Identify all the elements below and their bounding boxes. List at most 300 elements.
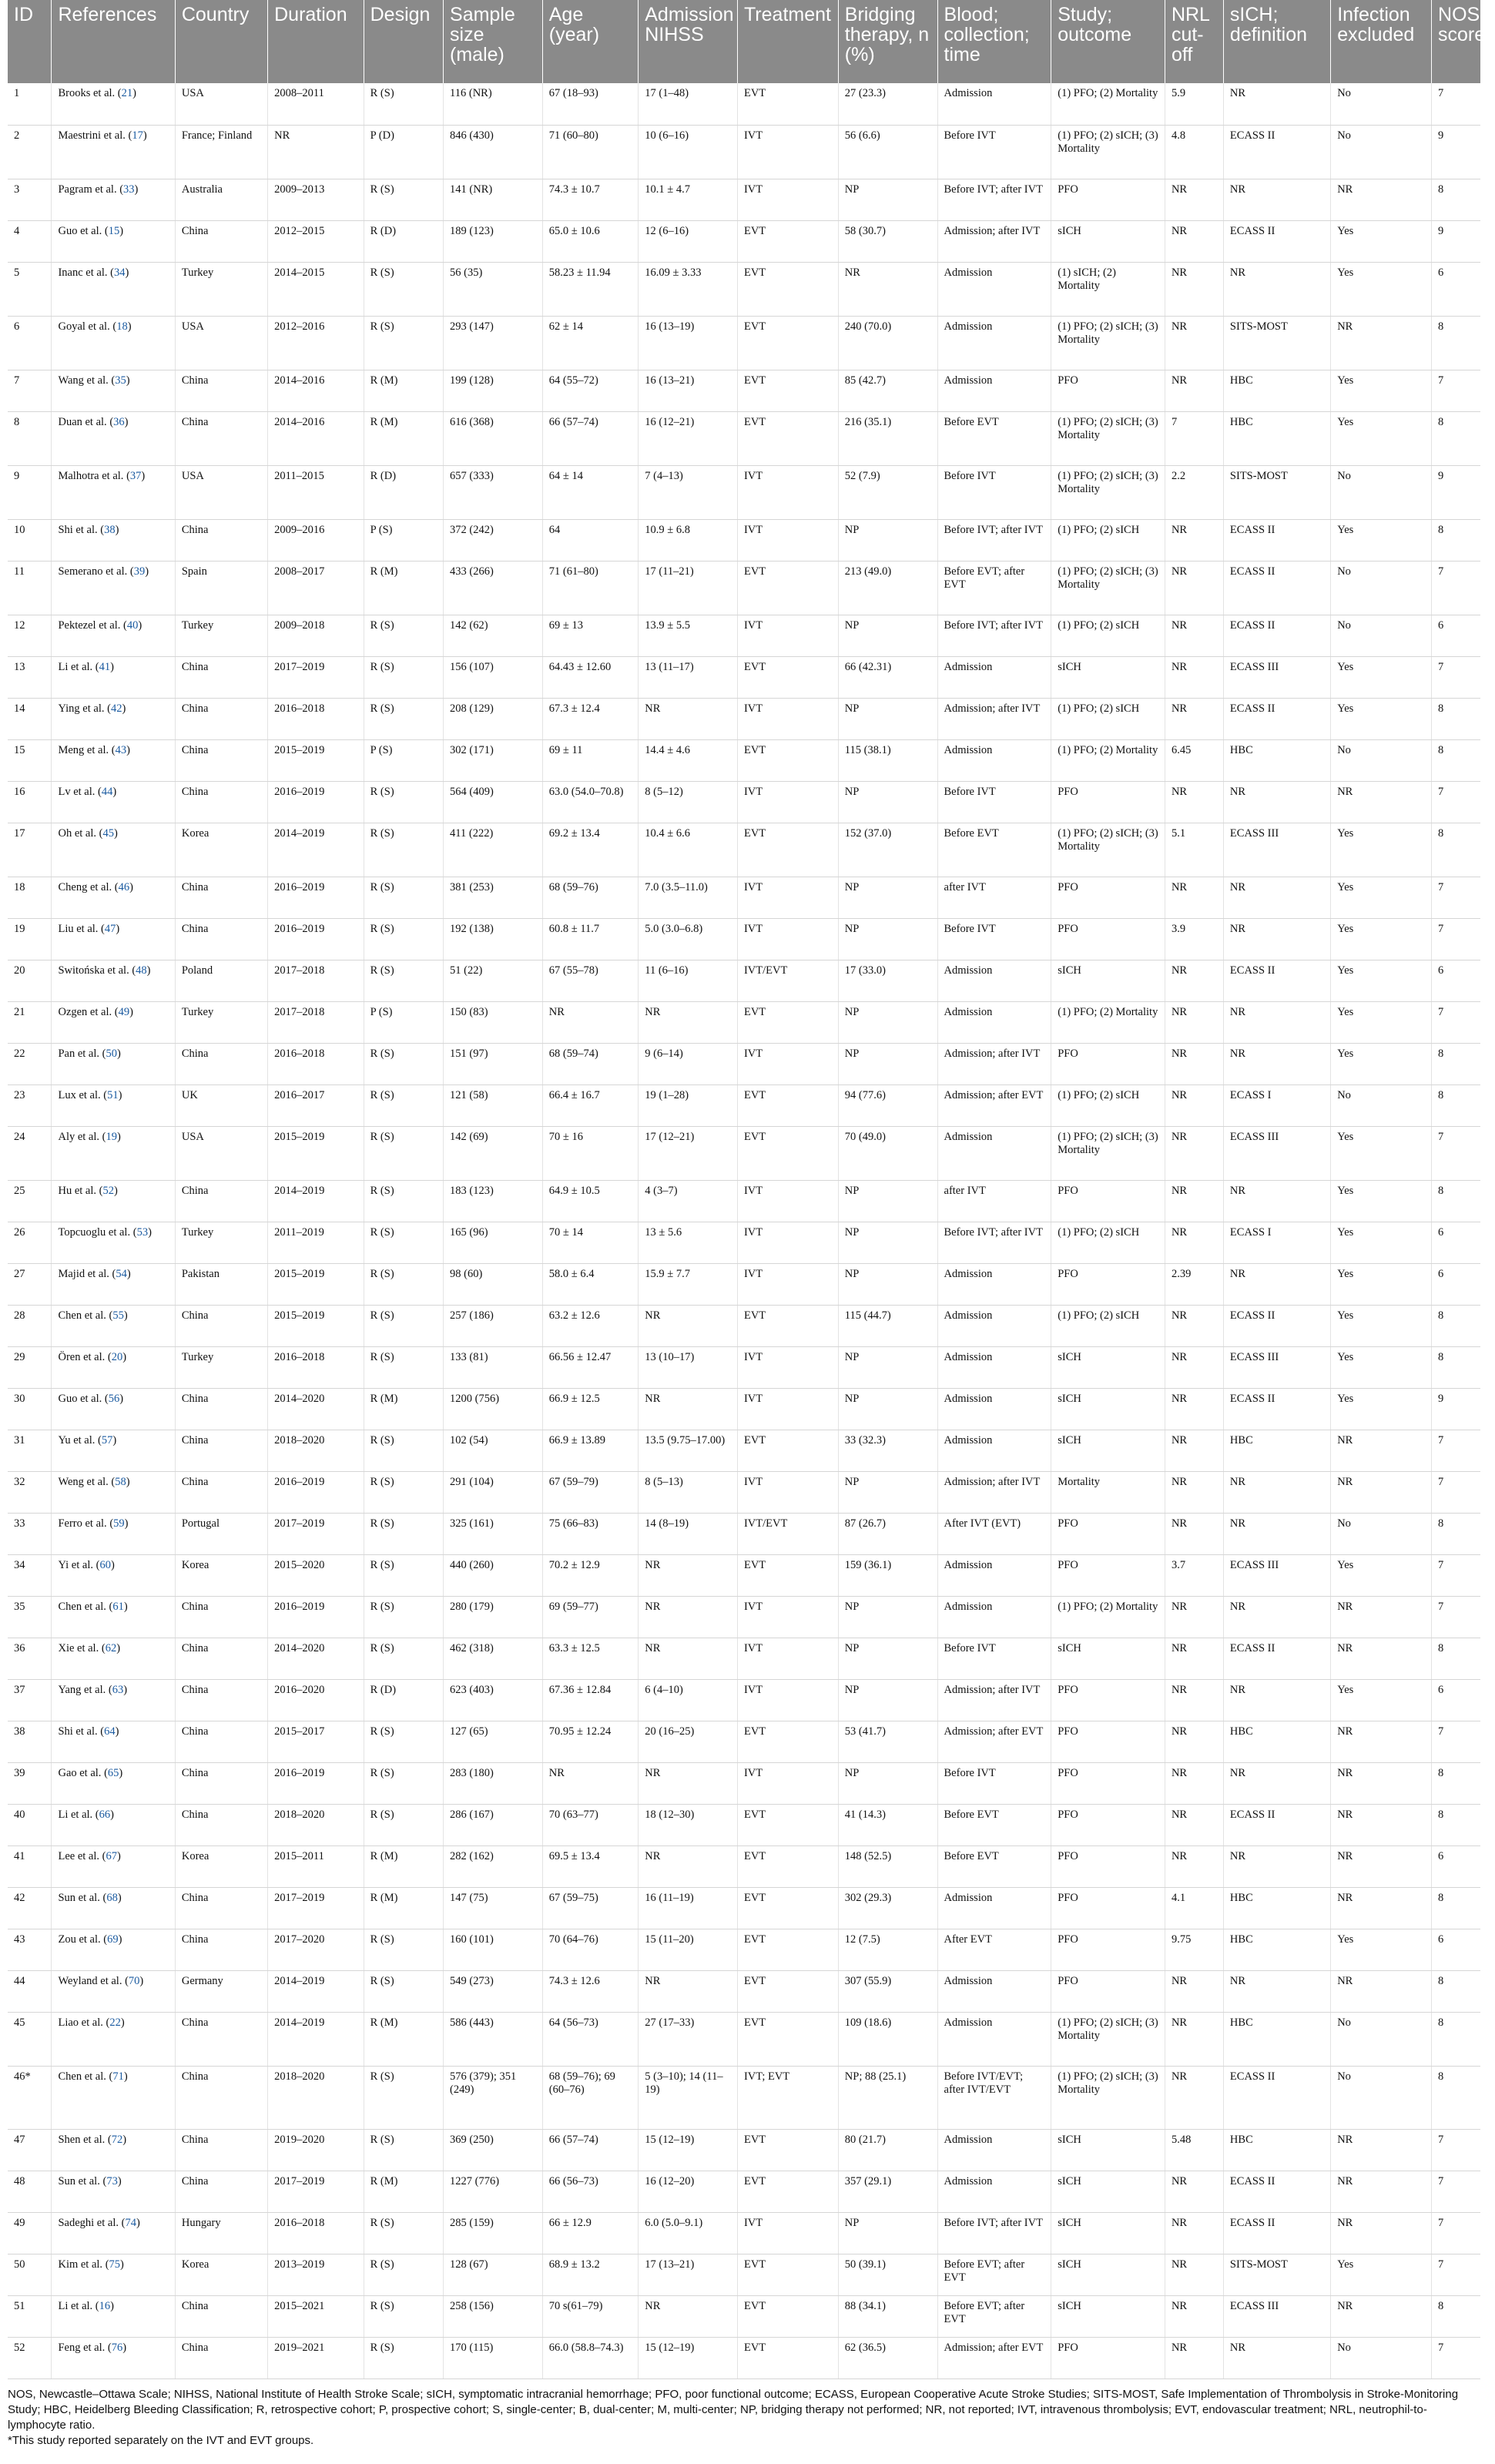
- sich-definition-cell: SITS-MOST: [1223, 316, 1330, 370]
- citation-link[interactable]: 65: [107, 1766, 119, 1779]
- country-cell: China: [175, 1596, 267, 1638]
- header-row: [8, 0, 1480, 83]
- citation-link[interactable]: 71: [112, 2070, 124, 2083]
- nihss-cell: 10.1 ± 4.7: [639, 179, 738, 220]
- citation-link[interactable]: 41: [99, 660, 111, 673]
- citation-link[interactable]: 46: [118, 880, 130, 893]
- duration-cell: 2016–2020: [268, 1679, 364, 1721]
- outcome-cell: sICH: [1051, 2212, 1165, 2254]
- age-cell: 66.56 ± 12.47: [542, 1346, 639, 1388]
- infection-excluded-cell: Yes: [1331, 1554, 1432, 1596]
- citation-link[interactable]: 20: [111, 1350, 123, 1363]
- age-cell: 70.2 ± 12.9: [542, 1554, 639, 1596]
- blood-collection-cell: Admission: [937, 316, 1051, 370]
- citation-link[interactable]: 57: [101, 1433, 113, 1447]
- infection-excluded-cell: No: [1331, 2012, 1432, 2066]
- blood-collection-cell: After EVT: [937, 1929, 1051, 1970]
- blood-collection-cell: Admission: [937, 1887, 1051, 1929]
- citation-link[interactable]: 56: [108, 1392, 120, 1405]
- reference-cell: Chen et al. (55): [52, 1305, 175, 1346]
- citation-link[interactable]: 21: [121, 87, 133, 99]
- id-cell: 42: [8, 1887, 52, 1929]
- design-cell: R (S): [364, 1804, 443, 1845]
- treatment-cell: EVT: [737, 561, 838, 615]
- reference-cell: Pagram et al. (33): [52, 179, 175, 220]
- duration-cell: 2016–2018: [268, 698, 364, 739]
- citation-link[interactable]: 54: [116, 1267, 127, 1280]
- sich-definition-cell: NR: [1223, 1845, 1330, 1887]
- sample-size-cell: 462 (318): [444, 1638, 543, 1679]
- id-cell: 11: [8, 561, 52, 615]
- citation-link[interactable]: 75: [109, 2258, 121, 2271]
- citation-link[interactable]: 48: [136, 964, 147, 977]
- nrl-cutoff-cell: 4.8: [1165, 125, 1223, 179]
- citation-link[interactable]: 18: [116, 320, 128, 333]
- sample-size-cell: 440 (260): [444, 1554, 543, 1596]
- treatment-cell: IVT: [737, 465, 838, 519]
- id-cell: 38: [8, 1721, 52, 1762]
- citation-link[interactable]: 38: [104, 523, 116, 536]
- duration-cell: 2015–2011: [268, 1845, 364, 1887]
- infection-excluded-cell: NR: [1331, 2212, 1432, 2254]
- citation-link[interactable]: 39: [133, 565, 146, 578]
- citation-link[interactable]: 66: [99, 1808, 111, 1821]
- country-cell: Turkey: [175, 1222, 267, 1263]
- age-cell: 58.0 ± 6.4: [542, 1263, 639, 1305]
- id-cell: 41: [8, 1845, 52, 1887]
- age-cell: 66 (56–73): [542, 2171, 639, 2212]
- citation-link[interactable]: 15: [108, 224, 120, 237]
- duration-cell: 2011–2015: [268, 465, 364, 519]
- bridging-cell: 240 (70.0): [838, 316, 937, 370]
- design-cell: R (S): [364, 1305, 443, 1346]
- table-footnote: [8, 2387, 1471, 2449]
- nihss-cell: 15 (11–20): [639, 1929, 738, 1970]
- bridging-cell: NP: [838, 1346, 937, 1388]
- reference-name: Kim et al.: [58, 2258, 103, 2271]
- citation-link[interactable]: 19: [106, 1130, 117, 1143]
- id-cell: 40: [8, 1804, 52, 1845]
- reference-cell: Liao et al. (22): [52, 2012, 175, 2066]
- infection-excluded-cell: NR: [1331, 1845, 1432, 1887]
- treatment-cell: IVT/EVT: [737, 1513, 838, 1554]
- citation-link[interactable]: 61: [112, 1600, 124, 1613]
- citation-link[interactable]: 51: [107, 1088, 119, 1101]
- reference-name: Ying et al.: [58, 702, 105, 715]
- age-cell: 64 ± 14: [542, 465, 639, 519]
- age-cell: 64: [542, 519, 639, 561]
- table-row: [8, 1043, 1480, 1084]
- nrl-cutoff-cell: 6.45: [1165, 739, 1223, 781]
- reference-cell: Feng et al. (76): [52, 2337, 175, 2379]
- id-cell: 14: [8, 698, 52, 739]
- nihss-cell: NR: [639, 1638, 738, 1679]
- citation-link[interactable]: 35: [115, 374, 126, 387]
- sich-definition-cell: HBC: [1223, 411, 1330, 465]
- citation-link[interactable]: 64: [104, 1725, 116, 1738]
- treatment-cell: IVT: [737, 1180, 838, 1222]
- sample-size-cell: 302 (171): [444, 739, 543, 781]
- nihss-cell: NR: [639, 1001, 738, 1043]
- table-container: [8, 0, 1495, 2449]
- design-cell: R (D): [364, 465, 443, 519]
- nihss-cell: 13.5 (9.75–17.00): [639, 1430, 738, 1471]
- design-cell: R (S): [364, 2066, 443, 2129]
- design-cell: R (S): [364, 316, 443, 370]
- reference-cell: Oh et al. (45): [52, 823, 175, 877]
- sich-definition-cell: NR: [1223, 1471, 1330, 1513]
- sample-size-cell: 189 (123): [444, 220, 543, 262]
- citation-link[interactable]: 50: [106, 1047, 117, 1060]
- asterisk-note: *This study reported separately on the IVT and EVT groups.: [8, 2433, 314, 2447]
- table-row: [8, 1180, 1480, 1222]
- duration-cell: NR: [268, 125, 364, 179]
- citation-link[interactable]: 52: [102, 1184, 114, 1197]
- reference-cell: Semerano et al. (39): [52, 561, 175, 615]
- country-cell: Australia: [175, 179, 267, 220]
- reference-cell: Maestrini et al. (17): [52, 125, 175, 179]
- nrl-cutoff-cell: NR: [1165, 781, 1223, 823]
- country-cell: Poland: [175, 960, 267, 1001]
- bridging-cell: NP: [838, 1001, 937, 1043]
- reference-cell: Yu et al. (57): [52, 1430, 175, 1471]
- id-cell: 24: [8, 1126, 52, 1180]
- id-cell: 19: [8, 918, 52, 960]
- infection-excluded-cell: NR: [1331, 2295, 1432, 2337]
- age-cell: 69 (59–77): [542, 1596, 639, 1638]
- nos-score-cell: 7: [1432, 2129, 1480, 2171]
- id-cell: 46*: [8, 2066, 52, 2129]
- id-cell: 1: [8, 83, 52, 125]
- id-cell: 52: [8, 2337, 52, 2379]
- citation-link[interactable]: 45: [102, 826, 114, 840]
- bridging-cell: 12 (7.5): [838, 1929, 937, 1970]
- citation-link[interactable]: 68: [106, 1891, 118, 1904]
- duration-cell: 2014–2020: [268, 1388, 364, 1430]
- nrl-cutoff-cell: NR: [1165, 2066, 1223, 2129]
- id-cell: 8: [8, 411, 52, 465]
- nihss-cell: 5 (3–10); 14 (11–19): [639, 2066, 738, 2129]
- nrl-cutoff-cell: NR: [1165, 1845, 1223, 1887]
- citation-link[interactable]: 60: [99, 1558, 111, 1571]
- design-cell: R (S): [364, 262, 443, 316]
- sample-size-cell: 433 (266): [444, 561, 543, 615]
- id-cell: 25: [8, 1180, 52, 1222]
- reference-cell: Zou et al. (69): [52, 1929, 175, 1970]
- id-cell: 7: [8, 370, 52, 411]
- sich-definition-cell: ECASS III: [1223, 1346, 1330, 1388]
- citation-link[interactable]: 49: [118, 1005, 130, 1018]
- blood-collection-cell: Admission: [937, 83, 1051, 125]
- sich-definition-cell: ECASS II: [1223, 698, 1330, 739]
- id-cell: 16: [8, 781, 52, 823]
- citation-link[interactable]: 74: [125, 2216, 136, 2229]
- blood-collection-cell: Before IVT: [937, 125, 1051, 179]
- nrl-cutoff-cell: NR: [1165, 1222, 1223, 1263]
- infection-excluded-cell: No: [1331, 561, 1432, 615]
- citation-link[interactable]: 43: [115, 743, 127, 756]
- treatment-cell: EVT: [737, 83, 838, 125]
- reference-name: Pagram et al.: [58, 183, 117, 196]
- id-cell: 51: [8, 2295, 52, 2337]
- design-cell: R (S): [364, 960, 443, 1001]
- citation-link[interactable]: 42: [110, 702, 122, 715]
- id-cell: 12: [8, 615, 52, 656]
- id-cell: 2: [8, 125, 52, 179]
- nos-score-cell: 8: [1432, 1804, 1480, 1845]
- country-cell: Portugal: [175, 1513, 267, 1554]
- design-cell: R (M): [364, 2012, 443, 2066]
- bridging-cell: 94 (77.6): [838, 1084, 937, 1126]
- nos-score-cell: 8: [1432, 1762, 1480, 1804]
- reference-name: Meng et al.: [58, 743, 109, 756]
- blood-collection-cell: Admission: [937, 2171, 1051, 2212]
- citation-link[interactable]: 47: [104, 922, 116, 935]
- bridging-cell: 302 (29.3): [838, 1887, 937, 1929]
- table-row: [8, 83, 1480, 125]
- country-cell: China: [175, 519, 267, 561]
- bridging-cell: NP: [838, 1388, 937, 1430]
- nos-score-cell: 9: [1432, 1388, 1480, 1430]
- duration-cell: 2019–2021: [268, 2337, 364, 2379]
- nos-score-cell: 8: [1432, 1305, 1480, 1346]
- sample-size-cell: 170 (115): [444, 2337, 543, 2379]
- citation-link[interactable]: 70: [128, 1974, 140, 1987]
- bridging-cell: NP: [838, 918, 937, 960]
- outcome-cell: PFO: [1051, 918, 1165, 960]
- citation-link[interactable]: 73: [106, 2174, 118, 2187]
- reference-name: Goyal et al.: [58, 320, 110, 333]
- outcome-cell: PFO: [1051, 1513, 1165, 1554]
- bridging-cell: NP: [838, 1679, 937, 1721]
- infection-excluded-cell: Yes: [1331, 1222, 1432, 1263]
- infection-excluded-cell: Yes: [1331, 1388, 1432, 1430]
- blood-collection-cell: Admission: [937, 1263, 1051, 1305]
- sample-size-cell: 165 (96): [444, 1222, 543, 1263]
- sich-definition-cell: SITS-MOST: [1223, 465, 1330, 519]
- treatment-cell: EVT: [737, 1929, 838, 1970]
- id-cell: 10: [8, 519, 52, 561]
- bridging-cell: NP: [838, 781, 937, 823]
- table-row: [8, 1596, 1480, 1638]
- sample-size-cell: 156 (107): [444, 656, 543, 698]
- nrl-cutoff-cell: NR: [1165, 698, 1223, 739]
- infection-excluded-cell: Yes: [1331, 370, 1432, 411]
- bridging-cell: NP: [838, 1043, 937, 1084]
- infection-excluded-cell: No: [1331, 2337, 1432, 2379]
- citation-link[interactable]: 58: [115, 1475, 126, 1488]
- country-cell: China: [175, 1180, 267, 1222]
- bridging-cell: NP: [838, 1638, 937, 1679]
- sich-definition-cell: NR: [1223, 1596, 1330, 1638]
- bridging-cell: 50 (39.1): [838, 2254, 937, 2295]
- nrl-cutoff-cell: NR: [1165, 1471, 1223, 1513]
- sich-definition-cell: NR: [1223, 262, 1330, 316]
- sample-size-cell: 128 (67): [444, 2254, 543, 2295]
- sich-definition-cell: HBC: [1223, 2012, 1330, 2066]
- outcome-cell: (1) PFO; (2) sICH: [1051, 1084, 1165, 1126]
- table-row: [8, 1084, 1480, 1126]
- citation-link[interactable]: 37: [129, 469, 142, 482]
- bridging-cell: NR: [838, 262, 937, 316]
- citation-link[interactable]: 63: [112, 1683, 124, 1696]
- citation-link[interactable]: 40: [126, 619, 139, 632]
- reference-cell: Malhotra et al. (37): [52, 465, 175, 519]
- nihss-cell: NR: [639, 1388, 738, 1430]
- sample-size-cell: 51 (22): [444, 960, 543, 1001]
- reference-name: Feng et al.: [58, 2341, 106, 2354]
- duration-cell: 2016–2019: [268, 1471, 364, 1513]
- age-cell: 69.5 ± 13.4: [542, 1845, 639, 1887]
- table-row: [8, 220, 1480, 262]
- citation-link[interactable]: 62: [105, 1641, 117, 1654]
- reference-cell: Shi et al. (38): [52, 519, 175, 561]
- sample-size-cell: 549 (273): [444, 1970, 543, 2012]
- citation-link[interactable]: 67: [106, 1849, 117, 1862]
- nrl-cutoff-cell: NR: [1165, 615, 1223, 656]
- reference-name: Liu et al.: [58, 922, 99, 935]
- infection-excluded-cell: Yes: [1331, 1263, 1432, 1305]
- nihss-cell: 19 (1–28): [639, 1084, 738, 1126]
- citation-link[interactable]: 44: [101, 785, 113, 798]
- citation-link[interactable]: 76: [111, 2341, 123, 2354]
- duration-cell: 2015–2019: [268, 1305, 364, 1346]
- treatment-cell: EVT: [737, 2129, 838, 2171]
- sample-size-cell: 280 (179): [444, 1596, 543, 1638]
- country-cell: Korea: [175, 1845, 267, 1887]
- citation-link[interactable]: 22: [109, 2016, 121, 2029]
- table-row: [8, 370, 1480, 411]
- sample-size-cell: 127 (65): [444, 1721, 543, 1762]
- outcome-cell: (1) PFO; (2) Mortality: [1051, 1596, 1165, 1638]
- citation-link[interactable]: 34: [113, 266, 126, 279]
- design-cell: R (D): [364, 220, 443, 262]
- nrl-cutoff-cell: NR: [1165, 1430, 1223, 1471]
- reference-name: Lux et al.: [58, 1088, 101, 1101]
- treatment-cell: EVT: [737, 2295, 838, 2337]
- citation-link[interactable]: 17: [132, 129, 143, 142]
- bridging-cell: NP: [838, 179, 937, 220]
- outcome-cell: PFO: [1051, 179, 1165, 220]
- nos-score-cell: 6: [1432, 615, 1480, 656]
- outcome-cell: PFO: [1051, 1804, 1165, 1845]
- country-cell: UK: [175, 1084, 267, 1126]
- reference-name: Li et al.: [58, 2299, 93, 2312]
- reference-name: Zou et al.: [58, 1933, 101, 1946]
- nihss-cell: 14.4 ± 4.6: [639, 739, 738, 781]
- table-row: [8, 2212, 1480, 2254]
- column-header: Design: [364, 0, 443, 83]
- treatment-cell: EVT: [737, 1845, 838, 1887]
- column-header: Duration: [268, 0, 364, 83]
- age-cell: 70 (63–77): [542, 1804, 639, 1845]
- duration-cell: 2015–2019: [268, 1263, 364, 1305]
- age-cell: 64.9 ± 10.5: [542, 1180, 639, 1222]
- country-cell: China: [175, 698, 267, 739]
- outcome-cell: PFO: [1051, 2337, 1165, 2379]
- sich-definition-cell: NR: [1223, 83, 1330, 125]
- nos-score-cell: 7: [1432, 1126, 1480, 1180]
- table-row: [8, 179, 1480, 220]
- sample-size-cell: 325 (161): [444, 1513, 543, 1554]
- outcome-cell: (1) PFO; (2) Mortality: [1051, 1001, 1165, 1043]
- table-row: [8, 1346, 1480, 1388]
- age-cell: 68 (59–74): [542, 1043, 639, 1084]
- country-cell: Pakistan: [175, 1263, 267, 1305]
- country-cell: China: [175, 1804, 267, 1845]
- outcome-cell: PFO: [1051, 1554, 1165, 1596]
- treatment-cell: IVT: [737, 1471, 838, 1513]
- treatment-cell: EVT: [737, 220, 838, 262]
- reference-name: Sun et al.: [58, 1891, 100, 1904]
- nrl-cutoff-cell: NR: [1165, 1762, 1223, 1804]
- citation-link[interactable]: 36: [113, 415, 125, 428]
- citation-link[interactable]: 16: [99, 2299, 111, 2312]
- nihss-cell: NR: [639, 698, 738, 739]
- outcome-cell: PFO: [1051, 1679, 1165, 1721]
- table-row: [8, 411, 1480, 465]
- nos-score-cell: 8: [1432, 823, 1480, 877]
- sample-size-cell: 846 (430): [444, 125, 543, 179]
- nos-score-cell: 7: [1432, 1001, 1480, 1043]
- nrl-cutoff-cell: NR: [1165, 2171, 1223, 2212]
- sample-size-cell: 586 (443): [444, 2012, 543, 2066]
- column-header: Sample size (male): [444, 0, 543, 83]
- reference-cell: Goyal et al. (18): [52, 316, 175, 370]
- country-cell: Germany: [175, 1970, 267, 2012]
- nrl-cutoff-cell: NR: [1165, 1305, 1223, 1346]
- table-row: [8, 1638, 1480, 1679]
- infection-excluded-cell: NR: [1331, 2171, 1432, 2212]
- citation-link[interactable]: 69: [107, 1933, 119, 1946]
- country-cell: China: [175, 1430, 267, 1471]
- citation-link[interactable]: 33: [123, 183, 135, 196]
- duration-cell: 2016–2019: [268, 1762, 364, 1804]
- citation-link[interactable]: 55: [112, 1309, 124, 1322]
- infection-excluded-cell: Yes: [1331, 918, 1432, 960]
- bridging-cell: 159 (36.1): [838, 1554, 937, 1596]
- design-cell: R (D): [364, 1679, 443, 1721]
- reference-name: Inanc et al.: [58, 266, 108, 279]
- citation-link[interactable]: 59: [113, 1517, 125, 1530]
- sample-size-cell: 142 (62): [444, 615, 543, 656]
- design-cell: R (M): [364, 1388, 443, 1430]
- infection-excluded-cell: No: [1331, 739, 1432, 781]
- treatment-cell: EVT: [737, 1804, 838, 1845]
- country-cell: China: [175, 1721, 267, 1762]
- age-cell: 69.2 ± 13.4: [542, 823, 639, 877]
- nrl-cutoff-cell: NR: [1165, 2337, 1223, 2379]
- citation-link[interactable]: 72: [111, 2133, 123, 2146]
- id-cell: 36: [8, 1638, 52, 1679]
- nrl-cutoff-cell: NR: [1165, 2295, 1223, 2337]
- reference-name: Lee et al.: [58, 1849, 100, 1862]
- treatment-cell: EVT: [737, 2254, 838, 2295]
- bridging-cell: NP: [838, 519, 937, 561]
- table-row: [8, 823, 1480, 877]
- design-cell: R (S): [364, 1513, 443, 1554]
- age-cell: 64 (56–73): [542, 2012, 639, 2066]
- blood-collection-cell: Admission; after EVT: [937, 2337, 1051, 2379]
- citation-link[interactable]: 53: [136, 1225, 149, 1239]
- nrl-cutoff-cell: 2.39: [1165, 1263, 1223, 1305]
- age-cell: NR: [542, 1001, 639, 1043]
- duration-cell: 2016–2019: [268, 781, 364, 823]
- nrl-cutoff-cell: 4.1: [1165, 1887, 1223, 1929]
- duration-cell: 2015–2017: [268, 1721, 364, 1762]
- nos-score-cell: 6: [1432, 1845, 1480, 1887]
- sich-definition-cell: ECASS II: [1223, 960, 1330, 1001]
